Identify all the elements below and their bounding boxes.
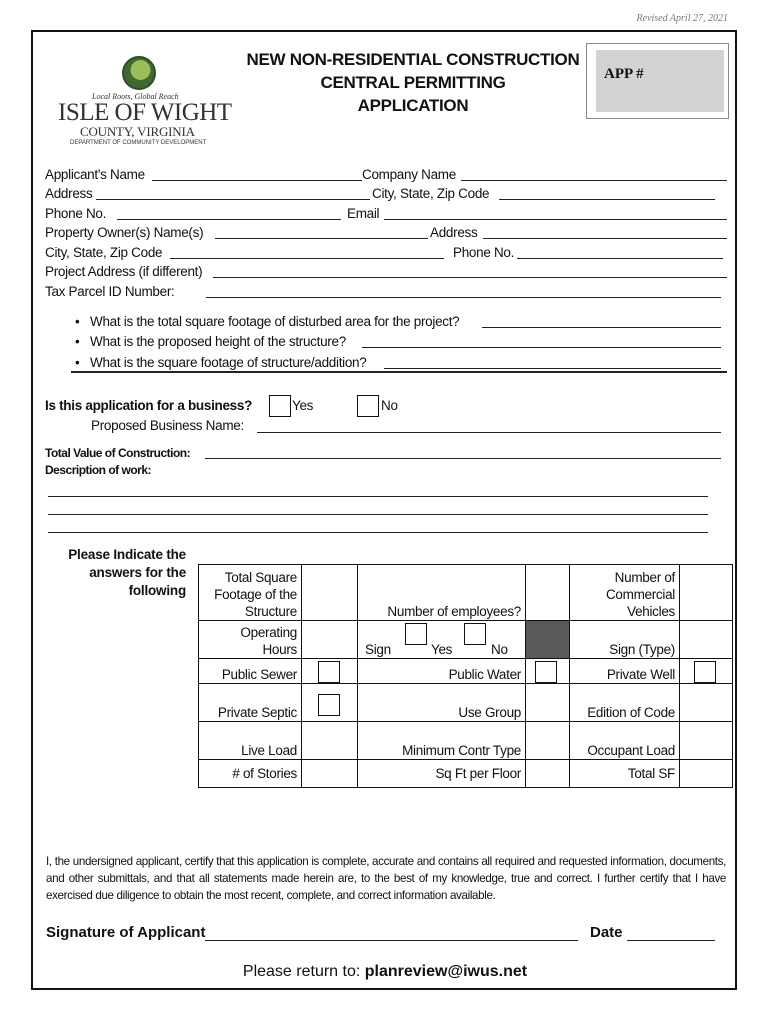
description-line-1[interactable]	[48, 496, 708, 497]
return-label: Please return to:	[242, 963, 361, 980]
title-line-3: APPLICATION	[357, 96, 469, 115]
applicant-name-field[interactable]	[152, 180, 362, 181]
sign-no-checkbox[interactable]	[464, 623, 486, 645]
signature-label: Signature of Applicant	[46, 924, 206, 941]
table-row	[199, 621, 733, 659]
operating-hours-label: Operating Hours	[199, 621, 302, 659]
use-group-label: Use Group	[358, 684, 526, 722]
total-sq-ft-label: Total Square Footage of the Structure	[199, 565, 302, 621]
total-value-field[interactable]	[205, 458, 721, 459]
table-row	[199, 722, 733, 760]
applicant-name-label: Applicant's Name	[45, 167, 145, 182]
company-name-field[interactable]	[461, 180, 727, 181]
public-sewer-label: Public Sewer	[199, 659, 302, 684]
return-email-link[interactable]: planreview@iwus.net	[364, 963, 528, 980]
table-row	[199, 659, 733, 684]
logo-department: DEPARTMENT OF COMMUNITY DEVELOPMENT	[70, 140, 207, 146]
disturbed-area-field[interactable]	[482, 327, 721, 328]
app-number-box[interactable]	[586, 43, 729, 119]
public-water-checkbox[interactable]	[535, 661, 557, 683]
employees-label: Number of employees?	[358, 565, 526, 621]
total-sf-input[interactable]	[680, 760, 733, 788]
owner-phone-field[interactable]	[517, 258, 723, 259]
tax-parcel-field[interactable]	[206, 297, 721, 298]
stories-input[interactable]	[302, 760, 358, 788]
question-structure-height: • What is the proposed height of the structure?	[90, 334, 346, 350]
private-well-checkbox[interactable]	[694, 661, 716, 683]
signature-field[interactable]	[205, 940, 578, 941]
table-row	[199, 760, 733, 788]
description-line-3[interactable]	[48, 532, 708, 533]
operating-hours-input[interactable]	[302, 621, 358, 659]
logo-tagline: Local Roots, Global Reach	[92, 92, 179, 101]
occupant-load-input[interactable]	[680, 722, 733, 760]
owner-city-field[interactable]	[170, 258, 444, 259]
min-contr-type-label: Minimum Contr Type	[358, 722, 526, 760]
table-row	[199, 684, 733, 722]
business-question: Is this application for a business?	[45, 398, 253, 413]
sign-label: Sign	[365, 642, 391, 657]
total-value-label: Total Value of Construction:	[45, 446, 191, 460]
proposed-business-name-field[interactable]	[257, 432, 721, 433]
use-group-input[interactable]	[526, 684, 570, 722]
page-title	[240, 48, 586, 117]
building-details-table	[198, 564, 733, 788]
date-field[interactable]	[627, 940, 715, 941]
sign-type-label: Sign (Type)	[570, 621, 680, 659]
sq-ft-floor-input[interactable]	[526, 760, 570, 788]
city-state-zip-label: City, State, Zip Code	[372, 186, 490, 201]
commercial-vehicles-label: Number of Commercial Vehicles	[570, 565, 680, 621]
min-contr-type-input[interactable]	[526, 722, 570, 760]
tax-parcel-label: Tax Parcel ID Number:	[45, 284, 175, 299]
sign-cell	[358, 621, 526, 659]
business-yes-label: Yes	[292, 398, 314, 413]
return-instructions	[0, 963, 770, 981]
owner-city-label: City, State, Zip Code	[45, 245, 163, 260]
logo-county-name: ISLE OF WIGHT	[58, 99, 232, 126]
email-field[interactable]	[384, 219, 727, 220]
public-water-cell	[526, 659, 570, 684]
stories-label: # of Stories	[199, 760, 302, 788]
business-no-checkbox[interactable]	[357, 395, 379, 417]
owner-name-field[interactable]	[215, 238, 428, 239]
employees-input[interactable]	[526, 565, 570, 621]
phone-field[interactable]	[117, 219, 341, 220]
address-label: Address	[45, 186, 93, 201]
private-septic-label: Private Septic	[199, 684, 302, 722]
public-sewer-cell	[302, 659, 358, 684]
question-disturbed-area: • What is the total square footage of disturbed area for the project?	[90, 314, 459, 330]
city-state-zip-field[interactable]	[499, 199, 715, 200]
private-septic-cell	[302, 684, 358, 722]
county-logo-icon	[122, 56, 156, 90]
edition-code-input[interactable]	[680, 684, 733, 722]
title-line-1: NEW NON-RESIDENTIAL CONSTRUCTION	[246, 50, 580, 69]
private-septic-checkbox[interactable]	[318, 694, 340, 716]
question-structure-sqft: • What is the square footage of structure/addition?	[90, 355, 366, 371]
sign-yes-label: Yes	[431, 642, 453, 657]
business-yes-checkbox[interactable]	[269, 395, 291, 417]
company-name-label: Company Name	[362, 167, 456, 182]
total-sq-ft-input[interactable]	[302, 565, 358, 621]
project-address-label: Project Address (if different)	[45, 264, 203, 279]
description-line-2[interactable]	[48, 514, 708, 515]
business-no-label: No	[381, 398, 398, 413]
certification-text: I, the undersigned applicant, certify that this application is complete, accurate and contains all required and requested information, documents, and other submittals, and that all statements made herein are, to the best of my knowledge, true and correct. I further certify that I have exercised due diligence to obtain the most recent, complete, and correct information available.	[46, 855, 726, 902]
live-load-input[interactable]	[302, 722, 358, 760]
edition-code-label: Edition of Code	[570, 684, 680, 722]
description-label: Description of work:	[45, 463, 152, 477]
section-divider	[71, 371, 727, 373]
proposed-business-name-label: Proposed Business Name:	[91, 418, 244, 433]
live-load-label: Live Load	[199, 722, 302, 760]
email-label: Email	[347, 206, 380, 221]
app-number-label: APP #	[604, 66, 644, 82]
total-sf-label: Total SF	[570, 760, 680, 788]
occupant-load-label: Occupant Load	[570, 722, 680, 760]
public-water-label: Public Water	[358, 659, 526, 684]
sign-no-label: No	[491, 642, 508, 657]
structure-sqft-field[interactable]	[384, 368, 721, 369]
structure-height-field[interactable]	[362, 347, 721, 348]
sq-ft-floor-label: Sq Ft per Floor	[358, 760, 526, 788]
commercial-vehicles-input[interactable]	[680, 565, 733, 621]
sign-yes-checkbox[interactable]	[405, 623, 427, 645]
public-sewer-checkbox[interactable]	[318, 661, 340, 683]
app-number-field[interactable]	[596, 50, 724, 112]
grid-instructions: Please Indicate the answers for the following	[68, 547, 186, 598]
owner-address-field[interactable]	[483, 238, 727, 239]
private-well-cell	[680, 659, 733, 684]
owner-address-label: Address	[430, 225, 478, 240]
project-address-field[interactable]	[213, 277, 727, 278]
address-field[interactable]	[96, 199, 370, 200]
logo-state: COUNTY, VIRGINIA	[80, 124, 195, 139]
table-row	[199, 565, 733, 621]
owner-name-label: Property Owner(s) Name(s)	[45, 225, 204, 240]
revised-date: Revised April 27, 2021	[636, 13, 728, 24]
title-line-2: CENTRAL PERMITTING	[320, 73, 506, 92]
owner-phone-label: Phone No.	[453, 245, 515, 260]
date-label: Date	[590, 924, 623, 941]
phone-label: Phone No.	[45, 206, 107, 221]
sign-type-input[interactable]	[680, 621, 733, 659]
private-well-label: Private Well	[570, 659, 680, 684]
shaded-cell	[526, 621, 570, 659]
